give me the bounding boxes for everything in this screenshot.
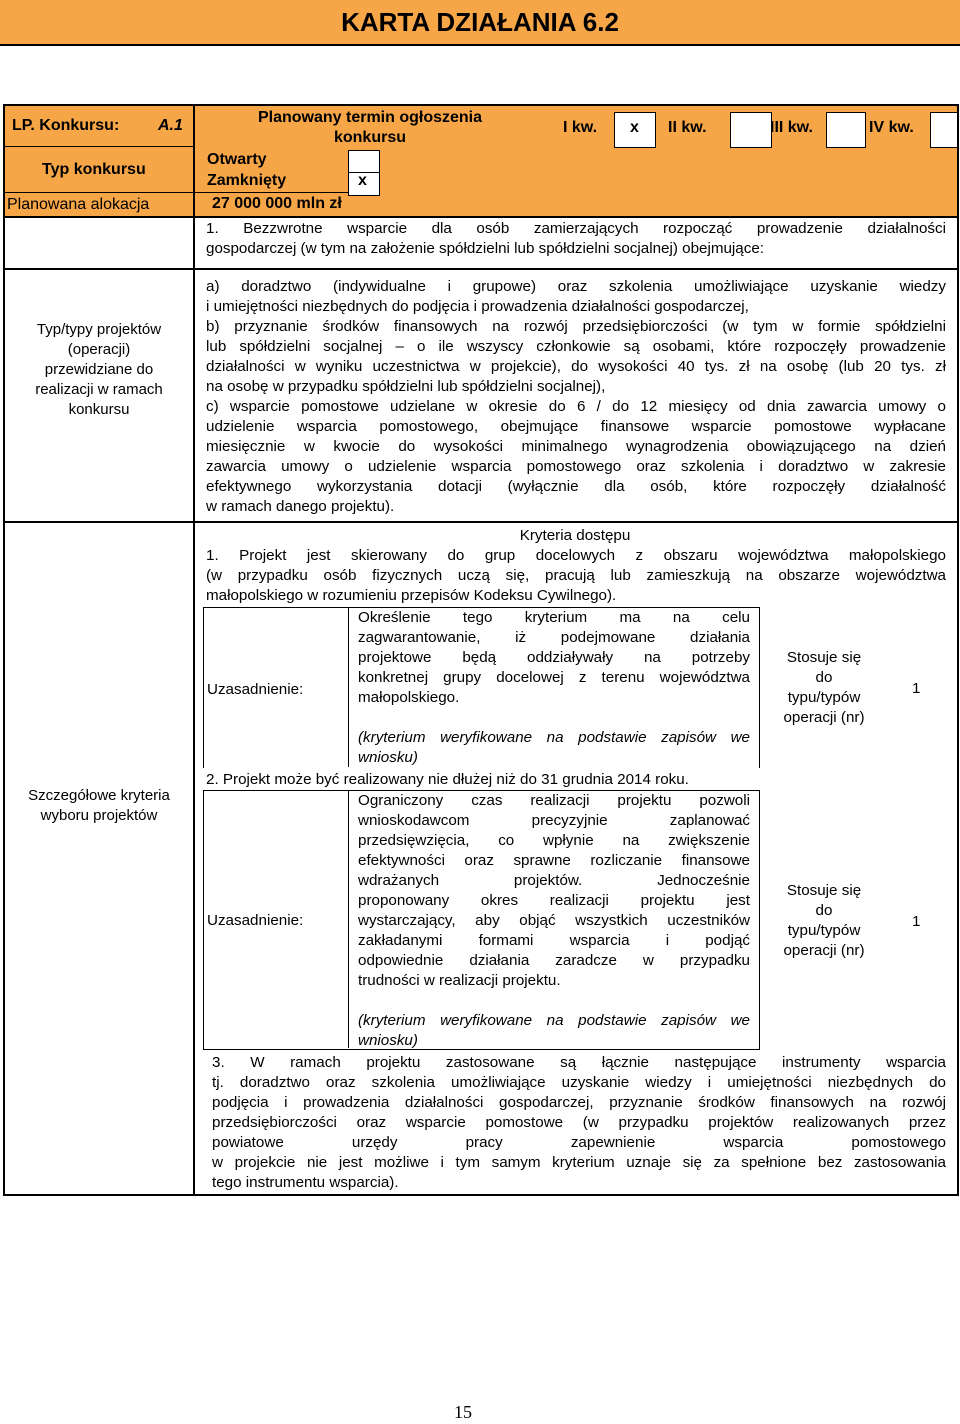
criterion-1	[206, 546, 946, 606]
quarter-3-checkbox[interactable]	[826, 112, 866, 148]
text-line: (w przypadku osób fizycznych uczą się, pracują lub zamieszkują na obszarze województwa	[206, 567, 946, 584]
text-line: Określenie tego kryterium ma na celu	[358, 609, 750, 626]
c1-just-label: Uzasadnienie:	[207, 681, 304, 698]
types-label	[4, 320, 194, 420]
text-line: udzielenie wsparcia pomostowego, obejmujące finansowe wsparcie pomostowe wypłacane	[206, 418, 946, 435]
divider	[193, 104, 195, 1194]
text-line: działalności w wyniku uczestnictwa w projekcie), do wysokości 40 tys. zł na osobę (lub 20 tys. zł	[206, 358, 946, 375]
termin-label-line: konkursu	[333, 129, 406, 146]
divider	[3, 268, 959, 270]
label-line: realizacji w ramach	[35, 381, 163, 398]
label-line: Szczegółowe kryteria	[28, 787, 170, 804]
alloc-label: Planowana alokacja	[7, 196, 150, 213]
divider	[3, 521, 959, 523]
text-line: konkretnej grupy docelowej z terenu województwa	[358, 669, 750, 686]
text-line: 1. Bezzwrotne wsparcie dla osób zamierzających rozpocząć prowadzenie działalności	[206, 220, 946, 237]
text-line: wniosku)	[358, 1032, 418, 1049]
label-line: przewidziane do	[44, 361, 154, 378]
label-line: konkursu	[68, 401, 130, 418]
text-line: operacji (nr)	[783, 709, 865, 726]
text-line: typu/typów	[787, 922, 861, 939]
divider	[3, 146, 195, 147]
text-line: odpowiednie działania zaradcze w przypadku	[358, 952, 750, 969]
label-line: wyboru projektów	[40, 807, 158, 824]
c2-nr: 1	[912, 913, 921, 930]
text-line: przedsięwzięcia, co wpłynie na zwiększenie	[358, 832, 750, 849]
quarter-mark: x	[630, 119, 639, 136]
text-line: i umiejętności niezbędnych do podjęcia i prowadzenia działalności gospodarczej,	[206, 298, 749, 315]
text-line: wnioskodawcom precyzyjnie zaplanować	[358, 812, 750, 829]
text-line: lub spółdzielni socjalnej – o ile wszyscy członkowie są osobami, które rozpoczęły prowadzenie	[206, 338, 946, 355]
text-line: zagwarantowanie, iż podejmowane działania	[358, 629, 750, 646]
divider	[3, 216, 959, 218]
text-line: w projekcie nie jest możliwe i tym samym kryterium uznaje się za spełnione bez zastosowania	[212, 1154, 946, 1171]
text-line: tego instrumentu wsparcia).	[212, 1174, 399, 1191]
label-line: Typ/typy projektów	[36, 321, 162, 338]
c1-just-text	[358, 608, 750, 768]
text-line: c) wsparcie pomostowe udzielane w okresie do 6 / do 12 miesięcy od dnia zawarcia umowy o	[206, 398, 946, 415]
text-line: gospodarczej (w tym na założenie spółdzielni lub spółdzielni socjalnej) obejmujące:	[206, 240, 765, 257]
text-line: projektowe będą oddziaływały na potrzeby	[358, 649, 750, 666]
text-line: Stosuje się	[786, 882, 862, 899]
text-line: typu/typów	[787, 689, 861, 706]
text-line: do	[815, 669, 833, 686]
text-line: efektywności oraz sprawne rozliczanie finansowe	[358, 852, 750, 869]
text-line: zakładanymi formami wsparcia i podjąć	[358, 932, 750, 949]
text-line: operacji (nr)	[783, 942, 865, 959]
text-line: trudności w realizacji projektu.	[358, 972, 561, 989]
otwarty-label: Otwarty	[207, 151, 267, 168]
otwarty-checkbox[interactable]	[348, 150, 380, 174]
quarter-4-checkbox[interactable]	[930, 112, 958, 148]
text-line: b) przyznanie środków finansowych na rozwój przedsiębiorczości (w tym w formie spółdzielni	[206, 318, 946, 335]
text-line: małopolskiego w rozumieniu przepisów Kodeksu Cywilnego).	[206, 587, 617, 604]
c1-applies	[760, 648, 888, 728]
page-title: KARTA DZIAŁANIA 6.2	[0, 0, 960, 46]
text-line: 3. W ramach projektu zastosowane są łącznie następujące instrumenty wsparcia	[212, 1054, 946, 1071]
text-line: a) doradztwo (indywidualne i grupowe) oraz szkolenia umożliwiające uzyskanie wiedzy	[206, 278, 946, 295]
quarter-2-checkbox[interactable]	[730, 112, 772, 148]
text-line: Stosuje się	[786, 649, 862, 666]
page-number: 15	[454, 1402, 472, 1422]
text-line: na osobę w przypadku spółdzielni lub spółdzielni socjalnej),	[206, 378, 606, 395]
zamkniety-label: Zamknięty	[207, 172, 287, 189]
zamkniety-mark: x	[358, 172, 367, 189]
text-line: wdrażanych projektów. Jednocześnie	[358, 872, 750, 889]
text-line: wniosku)	[358, 749, 418, 766]
types-items	[206, 277, 946, 517]
c2-applies	[760, 881, 888, 961]
criteria-heading: Kryteria dostępu	[519, 527, 631, 544]
text-line: małopolskiego.	[358, 689, 460, 706]
quarter-4: IV kw.	[869, 119, 914, 136]
termin-label	[195, 108, 545, 148]
text-line: efektywnego wykorzystania dotacji (wyłącznie dla osób, które rozpoczęły działalność	[206, 478, 946, 495]
criteria-label	[4, 786, 194, 826]
c2-just-text	[358, 791, 750, 1051]
criterion-2: 2. Projekt może być realizowany nie dłużej niż do 31 grudnia 2014 roku.	[206, 771, 689, 788]
text-line: (kryterium weryfikowane na podstawie zapisów we	[358, 1012, 750, 1029]
divider	[348, 790, 349, 1048]
quarter-1: I kw.	[563, 119, 598, 136]
text-line: Ograniczony czas realizacji projektu pozwoli	[358, 792, 750, 809]
text-line: w ramach danego projektu).	[206, 498, 395, 515]
lp-label: LP. Konkursu:	[12, 117, 120, 134]
text-line: 1. Projekt jest skierowany do grup docelowych z obszaru województwa małopolskiego	[206, 547, 946, 564]
c2-just-label: Uzasadnienie:	[207, 912, 304, 929]
divider	[348, 607, 349, 767]
text-line: do	[815, 902, 833, 919]
lp-value: A.1	[158, 117, 183, 134]
text-line: przedsiębiorczości oraz wsparcie pomostowe (w przypadku projektów realizowanych przez	[212, 1114, 946, 1131]
criterion-3	[212, 1053, 946, 1193]
divider	[3, 192, 195, 193]
text-line: proponowany okres realizacji projektu jest	[358, 892, 750, 909]
text-line: tj. doradztwo oraz szkolenia umożliwiające uzyskanie wiedzy i umiejętności niezbędnych do	[212, 1074, 946, 1091]
text-line: zawarcia umowy o udzielenie wsparcia pomostowego oraz szkolenia i doradztwo w zakresie	[206, 458, 946, 475]
typ-label: Typ konkursu	[42, 161, 146, 178]
alloc-value: 27 000 000 mln zł	[212, 195, 342, 212]
text-line: podjęcia i prowadzenia działalności gospodarczej, przyznanie środków finansowych na rozwój	[212, 1094, 946, 1111]
quarter-3: III kw.	[770, 119, 813, 136]
text-line: wystarczający, aby objąć wszystkich uczestników	[358, 912, 750, 929]
text-line: (kryterium weryfikowane na podstawie zapisów we	[358, 729, 750, 746]
label-line: (operacji)	[67, 341, 131, 358]
termin-label-line: Planowany termin ogłoszenia	[257, 109, 483, 126]
quarter-2: II kw.	[668, 119, 707, 136]
types-intro	[206, 219, 946, 259]
text-line: powiatowe urzędy pracy zapewnienie wsparcia pomostowego	[212, 1134, 946, 1151]
c1-nr: 1	[912, 680, 921, 697]
text-line: miesięcznie w kwocie do wysokości minimalnego wynagrodzenia obowiązującego na dzień	[206, 438, 946, 455]
